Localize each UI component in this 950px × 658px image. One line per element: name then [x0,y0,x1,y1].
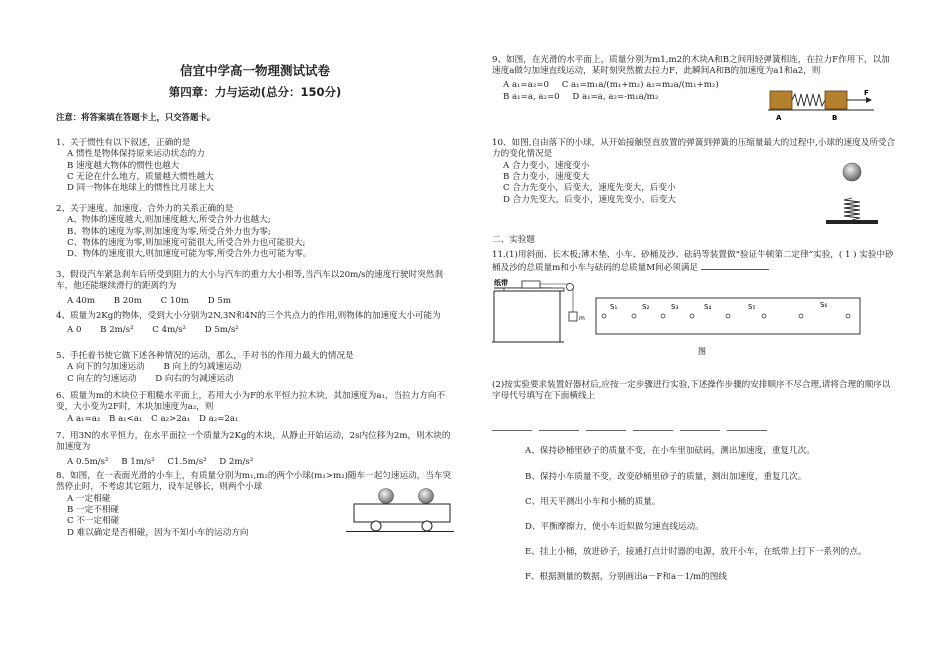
segment-label: S₁ [610,303,618,311]
option-row [56,325,454,336]
option: A 一定相碰 [67,493,111,504]
option: C 合力先变小，后变大，速度先变大，后变小 [503,183,676,194]
sequence-blanks [492,424,774,435]
question-stem: 5、手托着书使它做下述各种情况的运动，那么，手对书的作用力最大的情况是 [56,351,354,361]
question-stem: 11.(1)用斜面、长木板;薄木垫、小车、砂桶及沙、砝码等装置做“验证牛顿第二定律”实验，( 1 ) 实验中砂桶及沙的总质量m和小车与砝码的总质量M间必须满足 [492,250,894,274]
option-row [56,374,454,385]
option-row [56,457,454,468]
option: B 向上的匀减速运动 [163,362,242,373]
option: B 一定不相碰 [67,505,120,516]
question-stem: 7、用3N的水平恒力，在水平面拉一个质量为2Kg的木块，从静止开始运动，2s内位移为2m，则木块的加速度为 [56,431,451,453]
spring-blocks-figure [768,85,908,127]
option: C1.5m/s² [167,456,207,467]
option: D 同一物体在地球上的惯性比月球上大 [67,183,215,194]
segment-label: S₅ [748,303,756,311]
option: A、物体的速度越大,则加速度越大,所受合外力也越大; [67,215,271,226]
step-a: A、保持砂桶里砂子的质量不变，在小车里加砝码，测出加速度，重复几次。 [525,446,815,456]
segment-label: S₃ [671,303,679,311]
question-stem: 9、如图，在光滑的水平面上，质量分别为m1,m2的木块A和B之间用轻弹簧相连，在拉力F作用下，以加速度a做匀加速直线运动，某时刻突然撤去拉力F，此瞬间A和B的加速度为a1和a2，则 [492,55,890,77]
question-3 [56,270,454,307]
label-b: B [832,114,838,122]
tape-dot [690,314,694,318]
tape-dot [726,314,730,318]
tape-dot [602,314,606,318]
arrow-head-icon [866,97,872,103]
sequence-blank[interactable] [586,424,626,431]
option: D a₁=a, a₂=-m₁a/m₂ [572,92,659,103]
question-stem: 6、质量为m的木块位于粗糙水平面上，若用大小为F的水平恒力拉木块，其加速度为a₁，当拉力方向不变，大小变为2F时，木块加速度为a₂，则 [56,391,446,413]
tape-dot [846,314,850,318]
tape-dot [762,314,766,318]
question-stem: 2、关于速度、加速度、合外力的关系正确的是 [56,204,234,214]
question-7 [56,431,454,468]
sequence-blank[interactable] [633,424,673,431]
segment-label: S₂ [642,303,650,311]
option: C a₁=m₁a/(m₁+m₂) a₂=m₂a/(m₁+m₂) [561,79,719,90]
option: A 0 [67,325,82,336]
question-stem: 10、如图,自由落下的小球，从开始接触竖直放置的弹簧到弹簧的压缩量最大的过程中,小球的速度及所受合力的变化情况是 [492,138,896,160]
question-stem: 4、质量为2Kg的物体，受到大小分别为2N,3N和4N的三个共点力的作用,则物体的加速度大小可能为 [56,311,441,321]
option: D 5m/s² [204,325,239,336]
exam-title: 信宜中学高一物理测试试卷 [179,63,330,78]
label-a: A [776,114,782,122]
option-row [56,296,454,307]
sand-bucket [569,312,577,321]
cart-body [354,504,450,522]
question-stem: 8、如图，在一表面光滑的小车上，有质量分别为m₁,m₂的两个小球(m₁>m₂)随车一起匀速运动，当车突然停止时，不考虑其它阻力，设车足够长，则两个小球 [56,471,452,493]
answer-note: 注意：将答案填在答题卡上，只交答题卡。 [56,112,216,122]
sequence-blank[interactable] [492,424,532,431]
question-6 [56,391,454,425]
option: D、物体的速度很大,则加速度可能为零,所受合外力也可能为零。 [67,249,312,260]
step-e: E、挂上小桶，放进砂子，接通打点计时器的电源，放开小车，在纸带上打下一系列的点。 [525,547,867,557]
spring [792,94,825,106]
option: B 1m/s² [121,456,155,467]
step-d: D、平衡摩擦力，使小车近似做匀速直线运动。 [525,522,704,532]
ball-m2 [419,489,434,504]
sequence-blank[interactable] [727,424,767,431]
option: D a₂=2a₁ [199,413,239,424]
base-plate [826,220,878,224]
option: A a₁=a₂ [67,413,101,424]
option: A 0.5m/s² [67,456,109,467]
option: C、物体的速度为零,则加速度可能很大,所受合外力也可能很大; [67,238,306,249]
cart-wheel [371,521,381,531]
question-4 [56,311,454,337]
label-f: F [864,89,869,97]
step-b: B、保持小车质量不变，改变砂桶里砂子的质量，测出加速度，重复几次。 [525,472,807,482]
cart-wheel [422,521,432,531]
mass-label: m [579,315,585,322]
cart-figure [296,486,456,550]
option: C 向左的匀速运动 [67,373,137,384]
cart [522,281,540,288]
option: A 惯性是物体保持原来运动状态的力 [67,149,205,160]
question-11 [492,250,897,275]
option: B a₁<a₁ [109,413,143,424]
option: A a₁=a₂=0 [503,79,549,90]
option: C 4m/s² [152,325,186,336]
option: C a₂>2a₁ [151,413,191,424]
experiment-figure [492,276,902,358]
step-f: F、根据测量的数据，分别画出a－F和a－1/m的图线 [525,572,727,582]
option: D 难以确定是否相碰，因为不知小车的运动方向 [67,527,249,538]
segment-label: S₆ [820,301,828,309]
option: A 合力变小，速度变小 [503,160,590,171]
ball-m1 [379,489,394,504]
vertical-spring [844,198,860,220]
block-a [770,91,792,109]
option: D 5m [207,295,232,306]
option-row [56,362,454,373]
chapter-subtitle: 第四章：力与运动(总分：150分) [168,85,342,99]
tape-dot [661,314,665,318]
sequence-blank[interactable] [539,424,579,431]
option: C 不一定相碰 [67,516,120,527]
question-5 [56,351,454,385]
option: B、物体的速度为零,则加速度为零,所受合外力也为零; [67,226,271,237]
option: C 10m [160,295,190,306]
option: B 速度越大物体的惯性也越大 [67,160,180,171]
sequence-blank[interactable] [680,424,720,431]
option: D 合力先变大，后变小，速度先变小，后变大 [503,194,676,205]
segment-label: S₄ [704,303,712,311]
option-row [56,414,454,425]
option: A 向下的匀加速运动 [67,362,145,373]
section-heading: 二、实验题 [492,235,535,245]
question-2 [56,204,454,261]
figure-caption: 图 [698,347,706,356]
tape-dot [632,314,636,318]
tape-label: 纸带 [494,279,508,287]
option: A 40m [67,295,96,306]
q11-part2: (2)按实验要求装置好器材后,应按一定步骤进行实验,下述操作步骤的安排顺序不尽合理,请将合理的顺序以字母代号填写在下面横线上 [492,380,891,402]
question-stem: 3、假设汽车紧急刹车后所受到阻力的大小与汽车的重力大小相等,当汽车以20m/s的速度行驶时突然刹车，他还能继续滑行的距离约为 [56,270,443,292]
option: D 向右的匀减速运动 [155,373,234,384]
falling-ball [843,163,861,181]
option: D 2m/s² [219,456,254,467]
option: B a₁=a, a₂=0 [503,92,560,103]
option: B 2m/s² [100,325,134,336]
tape-dot [799,314,803,318]
option: B 合力变小，速度变大 [503,172,590,183]
answer-blank[interactable] [701,261,769,270]
step-c: C、用天平测出小车和小桶的质量。 [525,497,661,507]
option: B 20m [113,295,142,306]
option: C 无论在什么地方，质量越大惯性越大 [67,172,214,183]
block-b [825,91,847,109]
question-stem: 1、关于惯性有以下叙述，正确的是 [56,138,191,148]
question-1 [56,138,454,195]
ball-spring-figure [822,160,882,232]
pulley [567,284,574,291]
